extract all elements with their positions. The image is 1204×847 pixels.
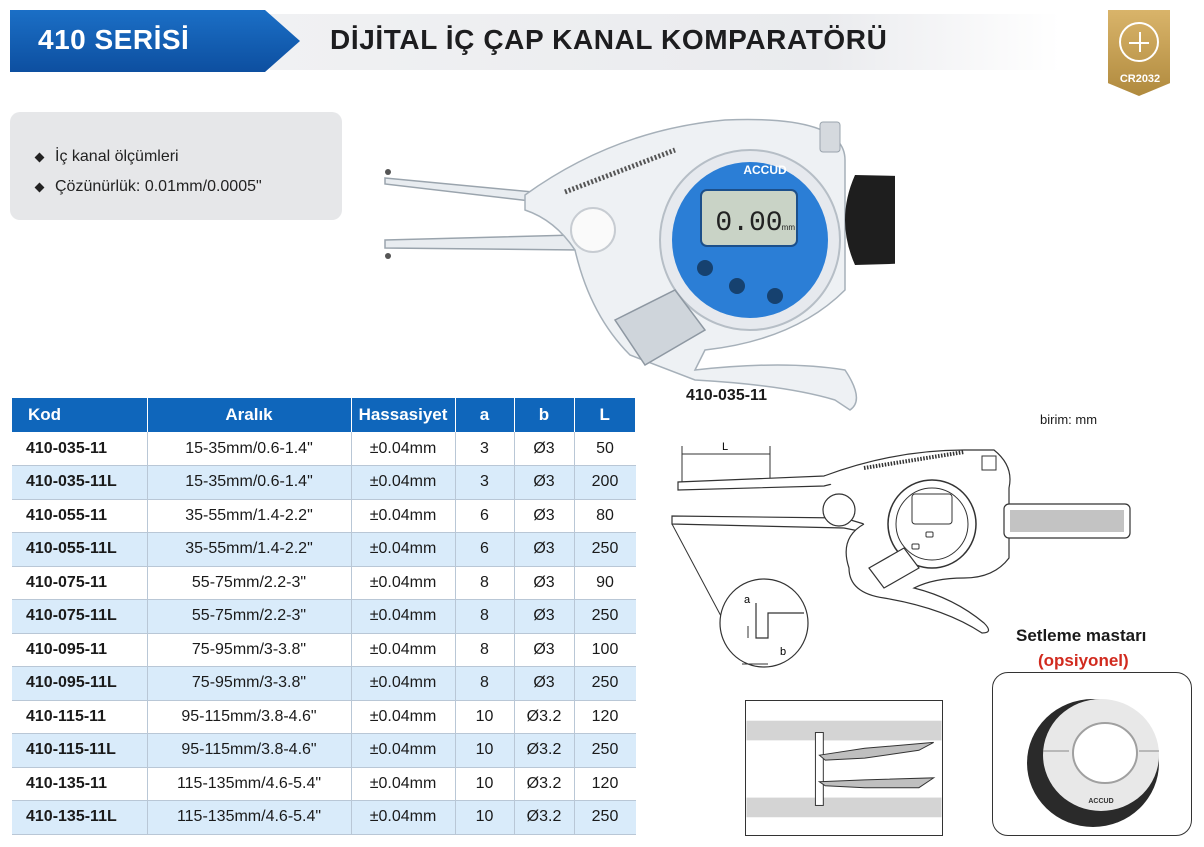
cell-l: 120 <box>574 767 636 801</box>
cell-b: Ø3 <box>514 566 574 600</box>
cell-code: 410-135-11L <box>12 801 147 835</box>
table-row <box>12 801 636 835</box>
unit-note: birim: mm <box>1040 412 1098 427</box>
cell-a: 10 <box>455 767 514 801</box>
cell-range: 55-75mm/2.2-3" <box>147 600 351 634</box>
page-title: DİJİTAL İÇ ÇAP KANAL KOMPARATÖRÜ <box>330 24 888 55</box>
cell-b: Ø3.2 <box>514 734 574 768</box>
cell-code: 410-035-11 <box>12 432 147 466</box>
cell-code: 410-035-11L <box>12 466 147 500</box>
diamond-bullet-icon <box>35 182 45 192</box>
cell-l: 120 <box>574 700 636 734</box>
cell-b: Ø3.2 <box>514 767 574 801</box>
spec-table <box>12 398 636 835</box>
cell-accuracy: ±0.04mm <box>351 633 455 667</box>
lcd-reading: 0.00 <box>715 208 783 239</box>
cell-l: 250 <box>574 533 636 567</box>
table-row <box>12 734 636 768</box>
cell-l: 250 <box>574 600 636 634</box>
cell-b: Ø3 <box>514 633 574 667</box>
cell-a: 6 <box>455 499 514 533</box>
col-header-code: Kod <box>12 398 147 432</box>
ring-gauge-box <box>992 672 1192 836</box>
cell-a: 8 <box>455 566 514 600</box>
table-row <box>12 633 636 667</box>
table-row <box>12 432 636 466</box>
cell-a: 10 <box>455 700 514 734</box>
series-label: 410 SERİSİ <box>38 24 190 55</box>
cell-b: Ø3 <box>514 466 574 500</box>
cell-range: 115-135mm/4.6-5.4" <box>147 767 351 801</box>
cell-range: 75-95mm/3-3.8" <box>147 633 351 667</box>
cell-accuracy: ±0.04mm <box>351 499 455 533</box>
ring-gauge-image <box>993 673 1193 837</box>
cell-accuracy: ±0.04mm <box>351 533 455 567</box>
col-header-a: a <box>455 398 514 432</box>
cell-b: Ø3 <box>514 432 574 466</box>
cell-accuracy: ±0.04mm <box>351 432 455 466</box>
lcd-unit: mm <box>781 223 795 232</box>
cell-a: 8 <box>455 633 514 667</box>
battery-label: CR2032 <box>1119 73 1161 85</box>
cell-a: 3 <box>455 432 514 466</box>
cell-b: Ø3 <box>514 499 574 533</box>
cell-range: 75-95mm/3-3.8" <box>147 667 351 701</box>
feature-item <box>36 172 342 202</box>
cell-range: 15-35mm/0.6-1.4" <box>147 466 351 500</box>
cell-l: 250 <box>574 801 636 835</box>
cell-range: 115-135mm/4.6-5.4" <box>147 801 351 835</box>
cell-l: 200 <box>574 466 636 500</box>
col-header-b: b <box>514 398 574 432</box>
cell-code: 410-075-11L <box>12 600 147 634</box>
cell-code: 410-055-11 <box>12 499 147 533</box>
dim-label-l: L <box>722 441 729 453</box>
features-box <box>10 112 342 220</box>
cell-a: 10 <box>455 734 514 768</box>
cell-l: 250 <box>574 734 636 768</box>
cell-b: Ø3.2 <box>514 801 574 835</box>
cell-a: 3 <box>455 466 514 500</box>
cell-a: 6 <box>455 533 514 567</box>
table-row <box>12 767 636 801</box>
table-header-row <box>12 398 636 432</box>
ring-gauge-subtitle: (opsiyonel) <box>1038 651 1129 670</box>
cell-accuracy: ±0.04mm <box>351 667 455 701</box>
cell-code: 410-135-11 <box>12 767 147 801</box>
cell-code: 410-115-11 <box>12 700 147 734</box>
table-row <box>12 499 636 533</box>
groove-detail-drawing <box>745 700 943 836</box>
cell-b: Ø3 <box>514 533 574 567</box>
cell-accuracy: ±0.04mm <box>351 566 455 600</box>
cell-code: 410-095-11 <box>12 633 147 667</box>
table-row <box>12 533 636 567</box>
col-header-accuracy: Hassasiyet <box>351 398 455 432</box>
table-row <box>12 600 636 634</box>
cell-range: 15-35mm/0.6-1.4" <box>147 432 351 466</box>
ring-brand: ACCUD <box>1088 798 1114 805</box>
cell-range: 35-55mm/1.4-2.2" <box>147 533 351 567</box>
cell-accuracy: ±0.04mm <box>351 600 455 634</box>
product-image <box>375 100 895 420</box>
cell-l: 50 <box>574 432 636 466</box>
col-header-l: L <box>574 398 636 432</box>
cell-b: Ø3 <box>514 600 574 634</box>
cell-a: 10 <box>455 801 514 835</box>
table-row <box>12 566 636 600</box>
cell-range: 55-75mm/2.2-3" <box>147 566 351 600</box>
cell-b: Ø3 <box>514 667 574 701</box>
dim-label-a: a <box>744 594 751 606</box>
feature-text: İç kanal ölçümleri <box>55 148 179 165</box>
cell-code: 410-055-11L <box>12 533 147 567</box>
product-caption: 410-035-11 <box>686 387 767 404</box>
cell-range: 35-55mm/1.4-2.2" <box>147 499 351 533</box>
cell-code: 410-075-11 <box>12 566 147 600</box>
cell-accuracy: ±0.04mm <box>351 466 455 500</box>
feature-item <box>36 142 342 172</box>
cell-code: 410-095-11L <box>12 667 147 701</box>
cell-accuracy: ±0.04mm <box>351 700 455 734</box>
cell-a: 8 <box>455 600 514 634</box>
diamond-bullet-icon <box>35 152 45 162</box>
dim-label-b: b <box>780 646 787 658</box>
cell-accuracy: ±0.04mm <box>351 734 455 768</box>
table-row <box>12 466 636 500</box>
table-row <box>12 667 636 701</box>
cell-code: 410-115-11L <box>12 734 147 768</box>
cell-l: 100 <box>574 633 636 667</box>
cell-l: 80 <box>574 499 636 533</box>
cell-l: 250 <box>574 667 636 701</box>
cell-accuracy: ±0.04mm <box>351 801 455 835</box>
col-header-range: Aralık <box>147 398 351 432</box>
cell-range: 95-115mm/3.8-4.6" <box>147 700 351 734</box>
battery-icon <box>1119 22 1159 62</box>
cell-b: Ø3.2 <box>514 700 574 734</box>
ring-gauge-title: Setleme mastarı <box>1016 626 1147 645</box>
cell-accuracy: ±0.04mm <box>351 767 455 801</box>
cell-a: 8 <box>455 667 514 701</box>
dial-brand: ACCUD <box>743 163 787 177</box>
cell-l: 90 <box>574 566 636 600</box>
feature-text: Çözünürlük: 0.01mm/0.0005" <box>55 178 262 195</box>
table-row <box>12 700 636 734</box>
cell-range: 95-115mm/3.8-4.6" <box>147 734 351 768</box>
